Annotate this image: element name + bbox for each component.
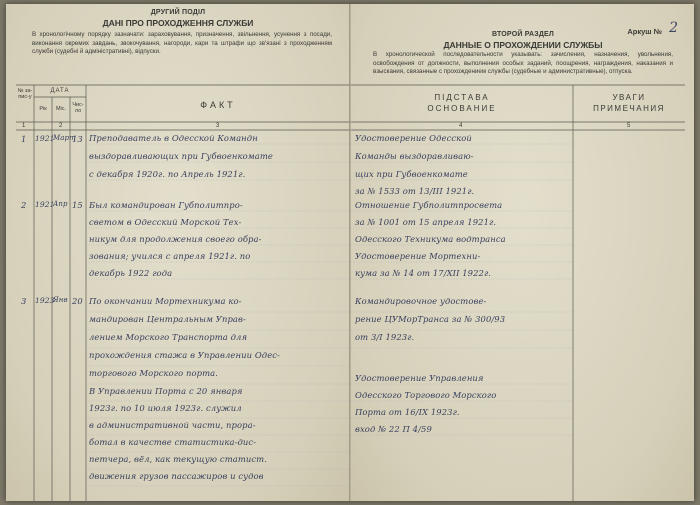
- sheet-number: 2: [669, 20, 678, 36]
- fact-line: зования; учился с апреля 1921г. по: [89, 251, 251, 261]
- fact-line: с декабря 1920г. по Апрель 1921г.: [89, 169, 246, 179]
- basis-line: за № 1533 от 13/III 1921г.: [355, 186, 475, 196]
- entry-month: Апр: [53, 200, 68, 208]
- entry-month: Март: [53, 134, 76, 142]
- basis-line: за № 1001 от 15 апреля 1921г.: [355, 217, 497, 227]
- fact-line: движения грузов пассажиров и судов: [89, 471, 264, 481]
- entry-year: 1921: [35, 200, 55, 209]
- fact-line: в административной части, прора-: [89, 420, 256, 430]
- right-section-subtitle: ДАННЫЕ О ПРОХОЖДЕНИИ СЛУЖБЫ: [443, 40, 603, 50]
- month-column-header: Міс.: [55, 106, 67, 112]
- left-section-title: ДРУГИЙ ПОДІЛ: [150, 9, 206, 16]
- sheet-label: Аркуш №: [627, 27, 662, 36]
- right-section-title: ВТОРОЙ РАЗДЕЛ: [492, 31, 554, 38]
- right-section-note: В хронологической последовательности указывать: зачисления, назначения, увольнения, освобождения от должности, выполнения особых заданий, поощрения, награждения, наказания и взыскания, связанные с прохождением службы (судебные и административные), отпуска.: [373, 51, 673, 76]
- fact-line: светом в Одесский Морской Тех-: [89, 217, 242, 227]
- left-page: [6, 4, 350, 501]
- document-spread: [6, 4, 694, 501]
- basis-line: кума за № 14 от 17/XII 1922г.: [355, 268, 492, 278]
- basis-line: Командировочное удостове-: [355, 296, 487, 306]
- column-number: 3: [216, 123, 220, 129]
- entry-number: 3: [21, 296, 27, 306]
- fact-line: В Управлении Порта с 20 января: [89, 386, 243, 396]
- fact-line: декабрь 1922 года: [89, 268, 173, 278]
- fact-line: ботал в качестве статистика-дис-: [89, 437, 257, 447]
- day-column-header: Чис-ло: [72, 102, 84, 114]
- date-column-header: ДАТА: [50, 88, 70, 94]
- basis-line: вход № 22 П 4/59: [355, 424, 432, 434]
- entry-day: 13: [72, 134, 83, 144]
- left-section-note: В хронологічному порядку зазначати: зараховування, призначення, звільнення, усунення з посади, виконання окремих завдань, звокочування, нагороди, кари та штрафи що зв'язані з проходженням служби (судебні й адміністративні), відпуски.: [32, 31, 332, 56]
- fact-line: 1923г. по 10 июля 1923г. служил: [89, 403, 242, 413]
- entry-number: 2: [21, 200, 27, 210]
- left-section-subtitle: ДАНІ ПРО ПРОХОДЖЕННЯ СЛУЖБИ: [102, 18, 254, 28]
- basis-column-header: ПІДСТАВА ОСНОВАНИЕ: [427, 93, 497, 113]
- fact-line: Был командирован Губполитпро-: [89, 200, 243, 210]
- fact-line: мандирован Центральным Управ-: [89, 314, 246, 324]
- right-page: [350, 4, 694, 501]
- entry-day: 15: [72, 200, 83, 210]
- column-number: 4: [459, 123, 463, 129]
- fact-line: никум для продолжения своего обра-: [89, 234, 262, 244]
- basis-line: Порта от 16/IX 1923г.: [355, 407, 460, 417]
- fact-line: По окончании Мортехникума ко-: [89, 296, 242, 306]
- year-column-header: Рік: [39, 106, 47, 112]
- fact-line: Преподаватель в Одесской Командн: [89, 133, 258, 143]
- fact-line: лением Морского Транспорта для: [89, 332, 248, 342]
- fact-line: выздоравливающих при Губвоенкомате: [89, 151, 273, 161]
- entry-year: 1923: [35, 296, 55, 305]
- column-number: 5: [627, 123, 631, 129]
- basis-line: Команды выздоравливаю-: [355, 151, 474, 161]
- basis-line: Одесского Техникума водтранса: [355, 234, 506, 244]
- entry-month: Янв: [53, 296, 68, 304]
- entry-day: 20: [72, 296, 83, 306]
- fact-line: прохождения стажа в Управлении Одес-: [89, 350, 280, 360]
- remarks-column-header: УВАГИ ПРИМЕЧАНИЯ: [593, 93, 665, 113]
- column-number: 1: [22, 123, 26, 129]
- basis-line: Удостоверение Управления: [355, 373, 484, 383]
- basis-line: рение ЦУМорТранса за № 300/93: [355, 314, 506, 324]
- num-column-header: № за-пис-у: [17, 88, 33, 100]
- basis-line: щих при Губвоенкомате: [355, 169, 468, 179]
- basis-line: Отношение Губполитпросвета: [355, 200, 503, 210]
- fact-line: торгового Морского порта.: [89, 368, 219, 378]
- entry-number: 1: [21, 134, 27, 144]
- column-number: 2: [59, 123, 63, 129]
- basis-line: от 3/I 1923г.: [355, 332, 415, 342]
- basis-line: Удостоверение Мортехни-: [355, 251, 481, 261]
- basis-line: Удостоверение Одесской: [355, 133, 472, 143]
- basis-line: Одесского Торгового Морского: [355, 390, 497, 400]
- fact-line: петчера, вёл, как текущую статист.: [89, 454, 267, 464]
- fact-column-header: ФАКТ: [200, 100, 236, 110]
- entry-year: 1921: [35, 134, 55, 143]
